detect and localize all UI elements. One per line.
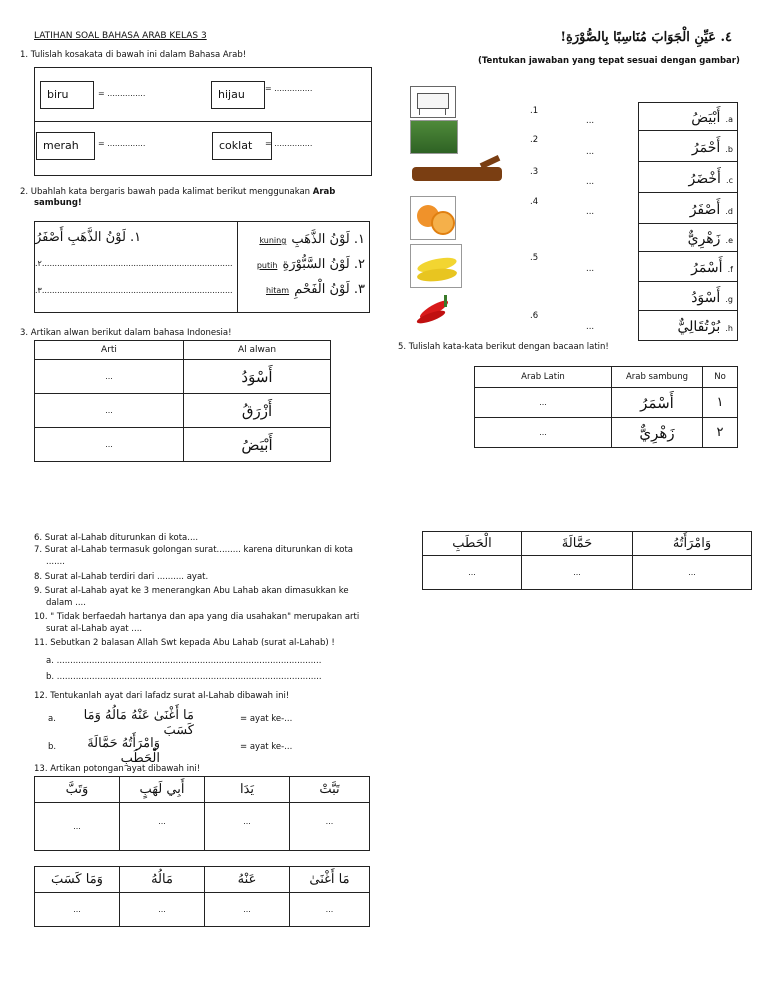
option-b-letter: .b (725, 144, 733, 154)
question-9-cont: dalam .... (46, 598, 86, 608)
question-10-cont: surat al-Lahab ayat .... (46, 624, 143, 634)
t3-h3: وَامْرَأَتُهُ (633, 532, 752, 556)
option-a-ar: أَبْيَضُ (691, 110, 721, 126)
q2-bold: Arab (312, 187, 336, 197)
board-surface (417, 93, 449, 109)
option-f-letter: .f (727, 265, 733, 274)
q12b-answer[interactable]: = ayat ke-... (240, 742, 293, 752)
q12a-answer[interactable]: = ayat ke-... (240, 714, 293, 724)
q2-ar-3: ٣. لَوْنُ الْفَحْمِ (294, 282, 365, 297)
q4-num-2: .2 (530, 135, 539, 145)
q5-head-sambung: Arab sambung (612, 367, 703, 388)
blank-biru[interactable]: = ............... (98, 89, 146, 98)
q4-options-table (638, 102, 738, 341)
option-e-ar: زَهْرِيٌّ (687, 231, 721, 247)
option-a-letter: .a (725, 115, 733, 124)
q5-ar-1: أَسْمَرُ (612, 388, 703, 418)
option-f[interactable] (639, 252, 738, 282)
underline-kuning: kuning (259, 236, 287, 245)
q5-ar-2: زَهْرِيٌّ (612, 418, 703, 448)
question-6: 6. Surat al-Lahab diturunkan di kota.... (34, 533, 199, 543)
blank-merah[interactable]: = ............... (98, 139, 146, 148)
word-merah: merah (36, 132, 95, 160)
t2-h2: مَالُهُ (120, 867, 205, 893)
q12b-label: b. (48, 742, 57, 752)
grass-image (410, 120, 458, 154)
t2-h4: مَا أَغْنَىٰ (290, 867, 370, 893)
option-g-letter: .g (725, 294, 733, 304)
q4-num-6: .6 (530, 311, 539, 321)
q3-ar-1: أَسْوَدُ (184, 360, 331, 394)
chili-stem (444, 295, 447, 307)
q3-table (34, 340, 331, 462)
q2-text: 2. Ubahlah kata bergaris bawah pada kalimat berikut menggunakan (20, 187, 311, 197)
underline-hitam: hitam (265, 286, 290, 295)
q3-ar-2: أَزْرَقُ (184, 394, 331, 428)
t1-blank-2[interactable]: ... (120, 803, 205, 851)
q12a-label: a. (48, 714, 56, 724)
t3-h2: حَمَّالَةَ (522, 532, 633, 556)
option-b[interactable] (639, 131, 738, 162)
option-a[interactable] (639, 103, 738, 131)
q5-no-2: ٢ (703, 418, 738, 448)
q2-bold-2: sambung! (34, 198, 82, 208)
question-9: 9. Surat al-Lahab ayat ke 3 menerangkan Abu Lahab akan dimasukkan ke (34, 586, 349, 596)
underline-putih: putih (256, 261, 278, 270)
page-title: LATIHAN SOAL BAHASA ARAB KELAS 3 (34, 31, 207, 41)
q3-ar-3: أَبْيَضُ (184, 428, 331, 462)
t1-h4: تَبَّتْ (290, 777, 370, 803)
t2-blank-2[interactable]: ... (120, 893, 205, 927)
question-12: 12. Tentukanlah ayat dari lafadz surat al-Lahab dibawah ini! (34, 691, 290, 701)
q2-left-3[interactable]: ...........................................................................٣. (35, 286, 233, 295)
board-leg (419, 108, 420, 115)
option-b-ar: أَحْمَرُ (691, 139, 721, 156)
banana-image (410, 244, 462, 288)
q4-blank-1[interactable]: ... (586, 116, 595, 126)
whiteboard-image (410, 86, 456, 118)
question-10: 10. " Tidak berfaedah hartanya dan apa yang dia usahakan" merupakan arti (34, 612, 360, 622)
question-5: 5. Tulislah kata-kata berikut dengan bacaan latin! (398, 342, 609, 352)
word-hijau: hijau (211, 81, 265, 109)
q11-line-a[interactable]: a. .................................................................................................. (46, 656, 322, 666)
t2-h3: عَنْهُ (205, 867, 290, 893)
question-1: 1. Tulislah kosakata di bawah ini dalam Bahasa Arab! (20, 50, 247, 60)
q3-head-alwan: Al alwan (184, 341, 331, 360)
blank-hijau[interactable]: = ............... (265, 84, 313, 93)
t2-blank-3[interactable]: ... (205, 893, 290, 927)
q5-no-1: ١ (703, 388, 738, 418)
q4-blank-5[interactable]: ... (586, 264, 595, 274)
question-2 (20, 187, 370, 209)
q3-head-arti: Arti (35, 341, 184, 360)
t1-blank-4[interactable]: ... (290, 803, 370, 851)
q5-table (474, 366, 738, 448)
q4-blank-3[interactable]: ... (586, 177, 595, 187)
q3-blank-1[interactable]: ... (35, 360, 184, 394)
option-g[interactable] (639, 282, 738, 311)
q13-table-3 (422, 531, 752, 590)
blank-coklat[interactable]: = ............... (265, 139, 313, 148)
t2-blank-1[interactable]: ... (35, 893, 120, 927)
q2-right-1 (238, 222, 369, 247)
q5-blank-1[interactable]: ... (475, 388, 612, 418)
q2-right-2 (238, 247, 369, 272)
q2-left-2[interactable]: ...........................................................................٢. (35, 259, 233, 268)
t2-h1: وَمَا كَسَبَ (35, 867, 120, 893)
q4-blank-4[interactable]: ... (586, 207, 595, 217)
t1-h1: وَتَبَّ (35, 777, 120, 803)
option-d[interactable] (639, 193, 738, 224)
q13-table-1 (34, 776, 370, 851)
q5-blank-2[interactable]: ... (475, 418, 612, 448)
q4-title: ٤. عَيِّنِ الْجَوَابَ مُنَاسِبًا بِالصُّوْرَةِ! (560, 30, 732, 45)
option-c-letter: .c (726, 175, 733, 185)
question-7-cont: ....... (46, 557, 65, 567)
q3-blank-3[interactable]: ... (35, 428, 184, 462)
board-leg (445, 108, 446, 115)
t1-h3: يَدَا (205, 777, 290, 803)
option-d-letter: .d (725, 206, 733, 216)
option-f-ar: أَسْمَرُ (691, 260, 723, 276)
q13-table-2 (34, 866, 370, 927)
question-3: 3. Artikan alwan berikut dalam bahasa Indonesia! (20, 328, 232, 338)
t3-blank-2[interactable]: ... (522, 556, 633, 590)
q4-blank-2[interactable]: ... (586, 147, 595, 157)
option-e-letter: .e (725, 236, 733, 245)
orange-slice (431, 211, 455, 235)
log-body (412, 167, 502, 181)
q4-blank-6[interactable]: ... (586, 322, 595, 332)
q2-left-col (35, 222, 238, 313)
t3-h1: الْحَطَبِ (423, 532, 522, 556)
option-c[interactable] (639, 162, 738, 193)
option-h[interactable] (639, 311, 738, 341)
q2-ar-1: ١. لَوْنُ الذَّهَبِ (291, 232, 365, 247)
q5-head-no: No (703, 367, 738, 388)
q12a-arabic: مَا أَغْنَىٰ عَنْهُ مَالُهُ وَمَا كَسَبَ (83, 708, 194, 738)
question-13: 13. Artikan potongan ayat dibawah ini! (34, 764, 201, 774)
t3-blank-1[interactable]: ... (423, 556, 522, 590)
orange-image (410, 196, 456, 240)
q2-left-1: ١. لَوْنُ الذَّهَبِ أَصْفَرُ (35, 230, 142, 245)
q2-right-col (237, 222, 369, 313)
q2-ar-2: ٢. لَوْنُ السَّبُّوْرَةِ (282, 257, 365, 272)
q3-blank-2[interactable]: ... (35, 394, 184, 428)
q4-num-3: .3 (530, 167, 539, 177)
option-g-ar: أَسْوَدُ (691, 289, 721, 306)
question-7: 7. Surat al-Lahab termasuk golongan surat......... karena diturunkan di kota (34, 545, 354, 555)
word-coklat: coklat (212, 132, 272, 160)
question-8: 8. Surat al-Lahab terdiri dari .......... ayat. (34, 572, 209, 582)
option-h-ar: بُرْتُقَالِيٌّ (677, 319, 721, 335)
q4-subtitle: (Tentukan jawaban yang tepat sesuai dengan gambar) (478, 56, 740, 66)
q4-num-1: .1 (530, 106, 539, 116)
t1-h2: أَبِي لَهَبٍ (120, 777, 205, 803)
q5-head-latin: Arab Latin (475, 367, 612, 388)
q4-num-4: .4 (530, 197, 539, 207)
q12b-arabic: وَامْرَأَتُهُ حَمَّالَةَ الْحَطَبِ (87, 736, 160, 766)
q4-num-5: .5 (530, 253, 539, 263)
q11-line-b[interactable]: b. .................................................................................................. (46, 672, 322, 682)
q2-right-3 (238, 272, 369, 297)
divider (35, 121, 371, 122)
wood-log-image (410, 157, 506, 187)
option-d-ar: أَصْفَرُ (689, 201, 721, 218)
t1-blank-1[interactable]: ... (35, 803, 120, 851)
chili-image (410, 291, 454, 331)
option-h-letter: .h (725, 324, 733, 333)
q2-table (34, 221, 370, 313)
t3-blank-3[interactable]: ... (633, 556, 752, 590)
t2-blank-4[interactable]: ... (290, 893, 370, 927)
option-e[interactable] (639, 224, 738, 252)
option-c-ar: أَخْضَرُ (688, 170, 721, 187)
word-biru: biru (40, 81, 94, 109)
t1-blank-3[interactable]: ... (205, 803, 290, 851)
question-11: 11. Sebutkan 2 balasan Allah Swt kepada Abu Lahab (surat al-Lahab) ! (34, 638, 335, 648)
